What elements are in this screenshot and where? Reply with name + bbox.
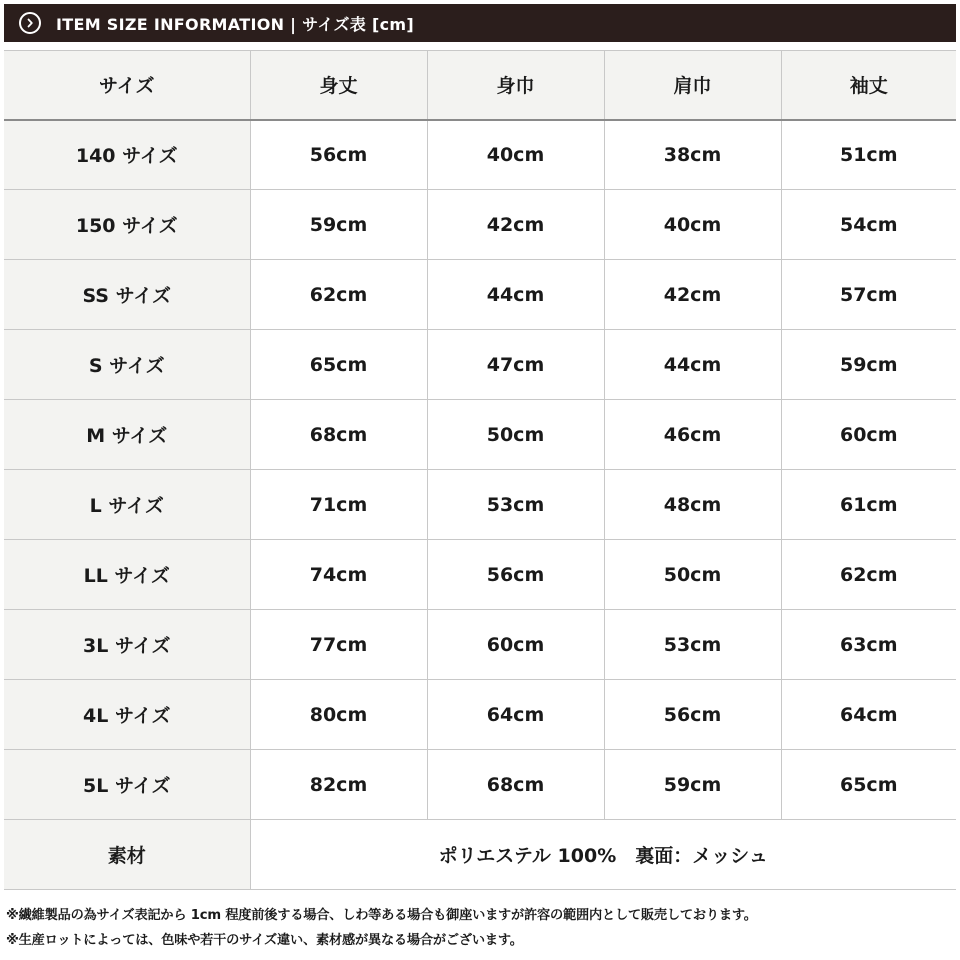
table-cell: 62cm: [781, 540, 956, 610]
table-row: [4, 330, 956, 400]
table-cell: 65cm: [250, 330, 427, 400]
table-cell: 53cm: [604, 610, 781, 680]
table-row: [4, 540, 956, 610]
table-cell: 59cm: [250, 190, 427, 260]
table-cell: 54cm: [781, 190, 956, 260]
table-cell: 65cm: [781, 750, 956, 820]
table-cell: 57cm: [781, 260, 956, 330]
size-label: S サイズ: [4, 330, 250, 400]
table-cell: 59cm: [604, 750, 781, 820]
table-cell: 56cm: [427, 540, 604, 610]
table-row: [4, 400, 956, 470]
table-row: [4, 680, 956, 750]
table-cell: 60cm: [781, 400, 956, 470]
table-cell: 61cm: [781, 470, 956, 540]
table-cell: 47cm: [427, 330, 604, 400]
table-cell: 56cm: [604, 680, 781, 750]
size-label: L サイズ: [4, 470, 250, 540]
header-sleeve-length: 袖丈: [781, 51, 956, 120]
table-cell: 71cm: [250, 470, 427, 540]
table-cell: 64cm: [781, 680, 956, 750]
size-label: M サイズ: [4, 400, 250, 470]
header-size: サイズ: [4, 51, 250, 120]
table-cell: 53cm: [427, 470, 604, 540]
table-cell: 44cm: [604, 330, 781, 400]
size-label: 3L サイズ: [4, 610, 250, 680]
table-cell: 77cm: [250, 610, 427, 680]
table-cell: 48cm: [604, 470, 781, 540]
page-title: ITEM SIZE INFORMATION | サイズ表 [cm]: [56, 14, 414, 34]
table-cell: 62cm: [250, 260, 427, 330]
table-cell: 50cm: [604, 540, 781, 610]
table-cell: 40cm: [604, 190, 781, 260]
table-cell: 42cm: [604, 260, 781, 330]
table-cell: 63cm: [781, 610, 956, 680]
size-table: [4, 50, 956, 890]
table-header-row: [4, 51, 956, 120]
table-row: [4, 750, 956, 820]
header-body-width: 身巾: [427, 51, 604, 120]
table-row: [4, 610, 956, 680]
table-row: [4, 470, 956, 540]
table-cell: 68cm: [427, 750, 604, 820]
table-cell: 51cm: [781, 120, 956, 190]
header-shoulder-width: 肩巾: [604, 51, 781, 120]
notes: [6, 903, 956, 953]
size-label: 4L サイズ: [4, 680, 250, 750]
table-cell: 56cm: [250, 120, 427, 190]
size-label: LL サイズ: [4, 540, 250, 610]
chevron-right-circle-icon: [19, 12, 41, 34]
table-cell: 50cm: [427, 400, 604, 470]
table-cell: 68cm: [250, 400, 427, 470]
table-cell: 80cm: [250, 680, 427, 750]
table-cell: 44cm: [427, 260, 604, 330]
size-label: 5L サイズ: [4, 750, 250, 820]
material-row: [4, 820, 956, 890]
table-row: [4, 190, 956, 260]
title-bar: [4, 4, 956, 42]
note-text: ※繊維製品の為サイズ表記から 1cm 程度前後する場合、しわ等ある場合も御座いますが許容の範囲内として販売しております。: [6, 908, 757, 923]
material-label: 素材: [4, 820, 250, 890]
size-label: SS サイズ: [4, 260, 250, 330]
material-value: ポリエステル 100% 裏面：メッシュ: [250, 820, 956, 890]
table-cell: 74cm: [250, 540, 427, 610]
table-cell: 59cm: [781, 330, 956, 400]
table-cell: 82cm: [250, 750, 427, 820]
size-label: 150 サイズ: [4, 190, 250, 260]
table-row: [4, 120, 956, 190]
note-text: ※生産ロットによっては、色味や若干のサイズ違い、素材感が異なる場合がございます。: [6, 933, 523, 948]
table-cell: 40cm: [427, 120, 604, 190]
table-cell: 38cm: [604, 120, 781, 190]
table-cell: 60cm: [427, 610, 604, 680]
table-cell: 64cm: [427, 680, 604, 750]
table-cell: 42cm: [427, 190, 604, 260]
table-cell: 46cm: [604, 400, 781, 470]
header-body-length: 身丈: [250, 51, 427, 120]
table-row: [4, 260, 956, 330]
size-label: 140 サイズ: [4, 120, 250, 190]
